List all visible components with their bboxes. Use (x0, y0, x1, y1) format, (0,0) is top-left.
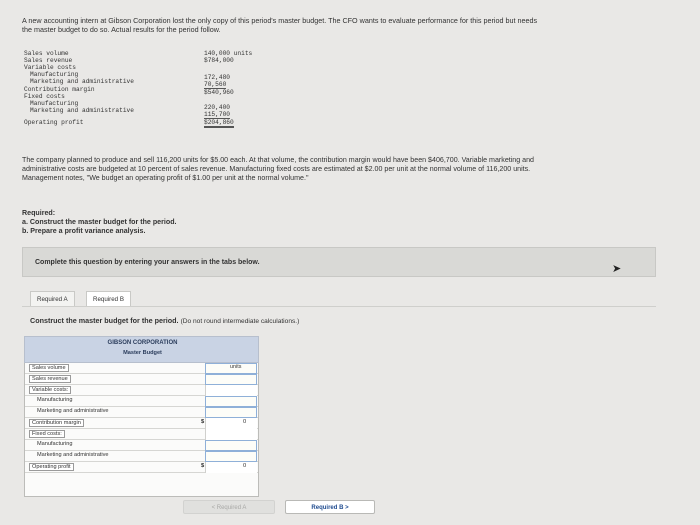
result-label-variable-costs: Variable costs (24, 64, 76, 71)
task-instruction (30, 316, 299, 325)
row-label-sales-volume: Sales volume (29, 364, 69, 372)
table-row (25, 451, 258, 462)
required-section (22, 209, 177, 235)
var-manufacturing-input[interactable] (205, 396, 257, 407)
table-row (25, 385, 258, 396)
table-row (25, 396, 258, 407)
result-label-fix-marketing: Marketing and administrative (30, 107, 134, 114)
instructions-banner (22, 247, 656, 277)
result-label-sales-volume: Sales volume (24, 50, 69, 57)
result-label-fixed-costs: Fixed costs (24, 93, 65, 100)
operating-profit-value: 0 (243, 463, 247, 469)
required-b: b. Prepare a profit variance analysis. (22, 226, 146, 235)
row-label-fix-marketing: Marketing and administrative (37, 452, 109, 458)
actual-results (24, 50, 260, 144)
problem-intro: A new accounting intern at Gibson Corporation lost the only copy of this period's master budget. The CFO wants to evaluate performance for this period but needs the master budget to do so. Actual results for the period follow. (22, 16, 538, 34)
result-label-var-marketing: Marketing and administrative (30, 78, 134, 85)
result-label-contribution-margin: Contribution margin (24, 86, 95, 93)
result-value-operating-profit: $204,860 (204, 119, 234, 128)
table-row (25, 462, 258, 473)
row-label-fix-manufacturing: Manufacturing (37, 441, 73, 447)
result-value-var-manufacturing: 172,480 (204, 74, 230, 81)
table-header (24, 336, 259, 363)
prev-required-a-button[interactable]: < Required A (183, 500, 275, 514)
result-label-sales-revenue: Sales revenue (24, 57, 73, 64)
row-label-sales-revenue: Sales revenue (29, 375, 71, 383)
required-title: Required: (22, 209, 56, 217)
result-value-sales-revenue: $784,000 (204, 57, 234, 64)
table-row (25, 440, 258, 451)
empty-cell (205, 429, 257, 440)
currency-sign: $ (201, 463, 205, 469)
result-value-fix-marketing: 115,700 (204, 111, 230, 118)
row-label-fixed-costs: Fixed costs: (29, 430, 65, 438)
table-row (25, 407, 258, 418)
tab-required-a[interactable]: Required A (30, 291, 75, 307)
result-value-var-marketing: 70,560 (204, 81, 227, 88)
tab-required-b[interactable]: Required B (86, 291, 131, 307)
tabs-divider (22, 306, 656, 307)
table-row (25, 418, 258, 429)
instruction-note: (Do not round intermediate calculations.) (180, 318, 300, 325)
row-label-var-marketing: Marketing and administrative (37, 408, 109, 414)
var-marketing-input[interactable] (205, 407, 257, 418)
contribution-margin-value: 0 (243, 419, 247, 425)
instruction-main: Construct the master budget for the period. (30, 316, 179, 325)
fix-marketing-input[interactable] (205, 451, 257, 462)
table-row (25, 363, 258, 374)
table-subtitle: Master Budget (123, 350, 162, 356)
sales-revenue-input[interactable] (205, 374, 257, 385)
result-value-sales-volume: 140,000 units (204, 50, 253, 57)
units-label: units (230, 364, 242, 370)
mouse-cursor-icon: ➤ (612, 263, 622, 275)
banner-text: Complete this question by entering your answers in the tabs below. (35, 259, 260, 266)
problem-paragraph: The company planned to produce and sell 116,200 units for $5.00 each. At that volume, the contribution margin would have been $406,700. Variable marketing and administrative costs are budgeted at 10 percent of sales revenue. Manufacturing fixed costs are estimated at $2.00 per unit at the normal volume of 116,200 units. Management notes, "We budget an operating profit of $1.00 per unit at the normal volume." (22, 156, 535, 182)
row-label-operating-profit: Operating profit (29, 463, 74, 471)
result-label-var-manufacturing: Manufacturing (30, 71, 79, 78)
operating-profit-total (205, 462, 257, 473)
currency-sign: $ (201, 419, 205, 425)
next-required-b-button[interactable]: Required B > (285, 500, 375, 514)
result-value-contribution-margin: $540,960 (204, 89, 234, 96)
row-label-var-manufacturing: Manufacturing (37, 397, 73, 403)
table-row (25, 429, 258, 440)
result-label-operating-profit: Operating profit (24, 119, 84, 126)
result-value-fix-manufacturing: 220,400 (204, 104, 230, 111)
row-label-contribution-margin: Contribution margin (29, 419, 84, 427)
row-label-variable-costs: Variable costs: (29, 386, 71, 394)
table-row (25, 374, 258, 385)
empty-cell (205, 385, 257, 396)
contribution-margin-total (205, 418, 257, 429)
required-a: a. Construct the master budget for the period. (22, 217, 177, 226)
result-label-fix-manufacturing: Manufacturing (30, 100, 79, 107)
company-name: GIBSON CORPORATION (107, 340, 178, 346)
fix-manufacturing-input[interactable] (205, 440, 257, 451)
